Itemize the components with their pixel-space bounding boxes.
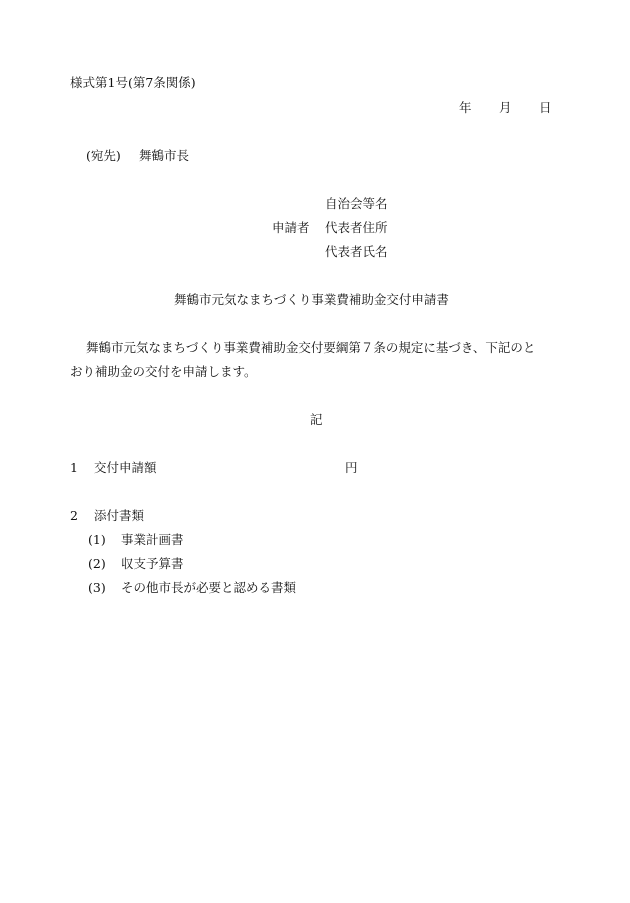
body-text-line-2: おり補助金の交付を申請します。 [70, 364, 257, 379]
date-year-label: 年 [459, 100, 472, 115]
item-1-number: 1 [70, 460, 78, 475]
attachment-2-text: 収支予算書 [121, 556, 184, 571]
attachment-1-number: (1) [88, 532, 106, 547]
ki-heading: 記 [310, 412, 323, 427]
addressee-name: 舞鶴市長 [139, 148, 190, 163]
item-2-number: 2 [70, 508, 78, 523]
document-title: 舞鶴市元気なまちづくり事業費補助金交付申請書 [174, 292, 449, 307]
form-number: 様式第1号(第7条関係) [70, 75, 196, 90]
item-2-label: 添付書類 [94, 508, 145, 523]
attachment-3-number: (3) [88, 580, 106, 595]
applicant-address-label: 代表者住所 [325, 220, 388, 235]
date-month-label: 月 [499, 100, 512, 115]
attachment-1-text: 事業計画書 [121, 532, 184, 547]
item-1-label: 交付申請額 [94, 460, 157, 475]
attachment-3-text: その他市長が必要と認める書類 [121, 580, 297, 595]
item-1-unit: 円 [345, 460, 358, 475]
applicant-org-label: 自治会等名 [325, 196, 388, 211]
applicant-role-label: 申請者 [272, 220, 310, 235]
body-text-line-1: 舞鶴市元気なまちづくり事業費補助金交付要綱第７条の規定に基づき、下記のと [86, 340, 536, 355]
attachment-2-number: (2) [88, 556, 106, 571]
addressee-label: (宛先) [86, 148, 121, 163]
applicant-rep-label: 代表者氏名 [325, 244, 388, 259]
date-day-label: 日 [539, 100, 552, 115]
